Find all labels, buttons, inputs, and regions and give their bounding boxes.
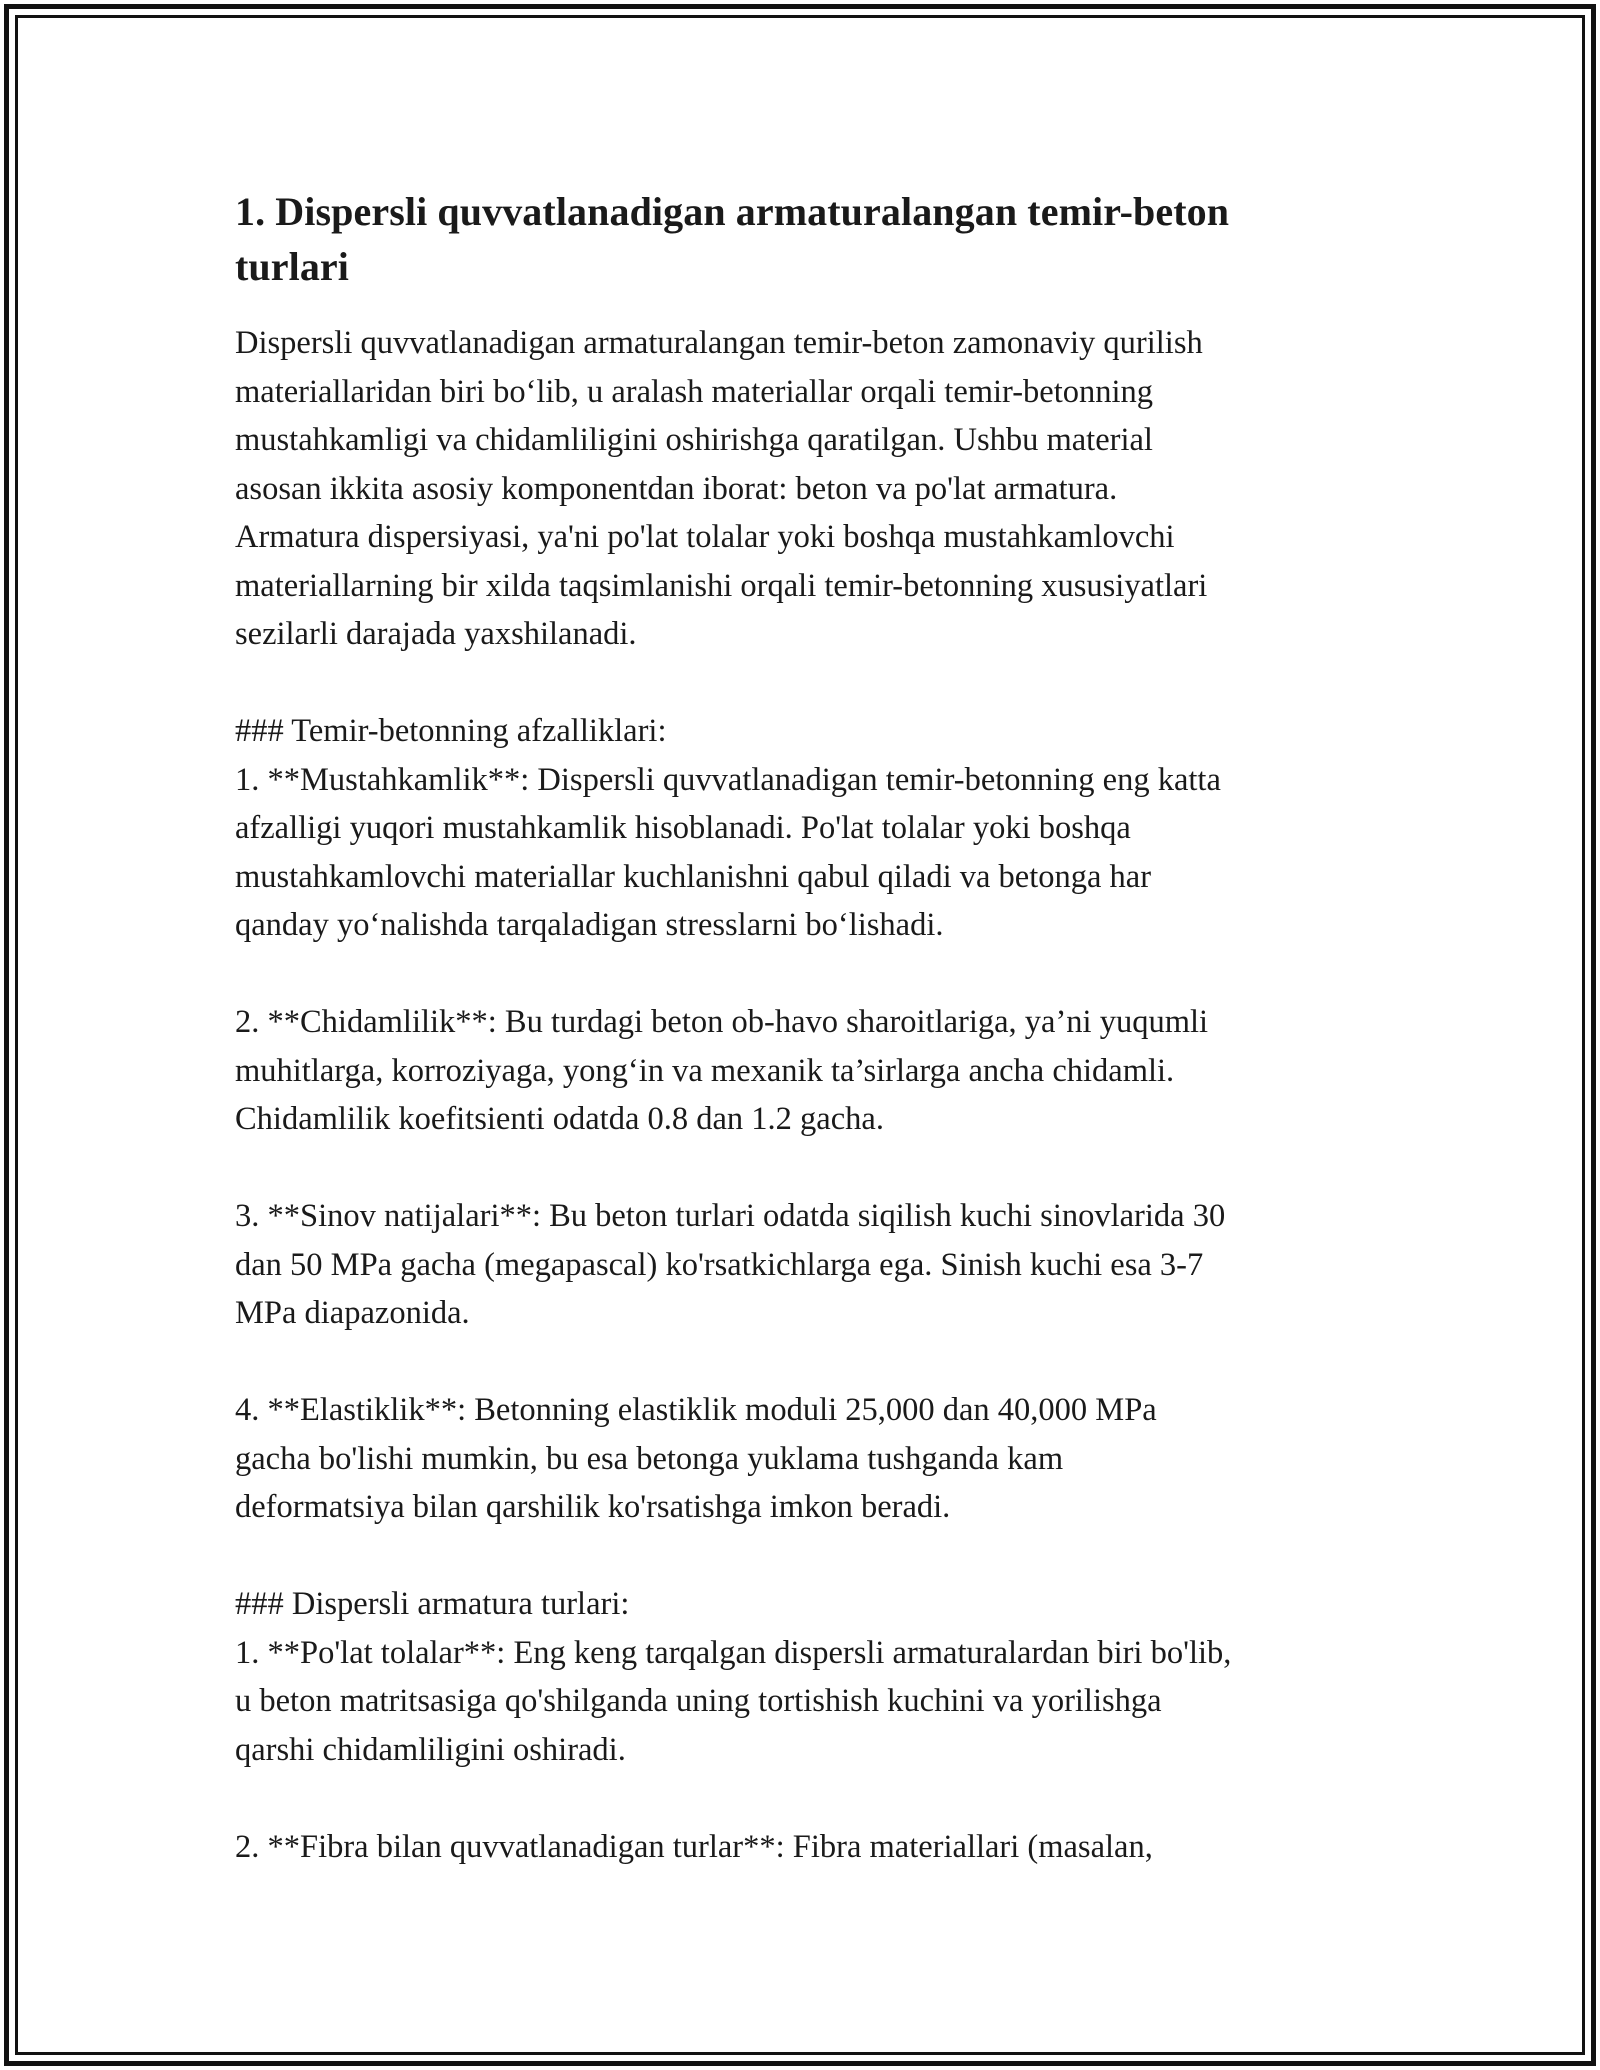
blank-line bbox=[235, 950, 1365, 999]
body-line: 1. **Mustahkamlik**: Dispersli quvvatlanadigan temir-betonning eng katta bbox=[235, 761, 1221, 798]
body-line: materiallarning bir xilda taqsimlanishi orqali temir-betonning xususiyatlari bbox=[235, 567, 1208, 604]
body-line: asosan ikkita asosiy komponentdan iborat: beton va po'lat armatura. bbox=[235, 470, 1118, 507]
body-line: muhitlarga, korroziyaga, yong‘in va mexanik ta’sirlarga ancha chidamli. bbox=[235, 1052, 1175, 1089]
body-line: ### Dispersli armatura turlari: bbox=[235, 1586, 630, 1622]
body-line: 2. **Fibra bilan quvvatlanadigan turlar**: Fibra materiallari (masalan, bbox=[235, 1828, 1153, 1865]
body-line: u beton matritsasiga qo'shilganda uning tortishish kuchini va yorilishga bbox=[235, 1683, 1162, 1719]
blank-line bbox=[235, 659, 1365, 708]
body-line: afzalligi yuqori mustahkamlik hisoblanadi. Po'lat tolalar yoki boshqa bbox=[235, 810, 1131, 846]
blank-line bbox=[235, 1774, 1365, 1823]
body-line: Armatura dispersiyasi, ya'ni po'lat tolalar yoki boshqa mustahkamlovchi bbox=[235, 519, 1175, 555]
document-title bbox=[235, 184, 1365, 294]
body-line: 3. **Sinov natijalari**: Bu beton turlari odatda siqilish kuchi sinovlarida 30 bbox=[235, 1198, 1226, 1234]
document-body bbox=[235, 319, 1365, 1871]
body-line: ### Temir-betonning afzalliklari: bbox=[235, 713, 667, 749]
body-line: Dispersli quvvatlanadigan armaturalangan temir-beton zamonaviy qurilish bbox=[235, 325, 1203, 361]
body-line: deformatsiya bilan qarshilik ko'rsatishga imkon beradi. bbox=[235, 1489, 951, 1525]
body-line: mustahkamligi va chidamliligini oshirishga qaratilgan. Ushbu material bbox=[235, 422, 1153, 458]
body-line: mustahkamlovchi materiallar kuchlanishni qabul qiladi va betonga har bbox=[235, 858, 1152, 895]
body-line: qanday yo‘nalishda tarqaladigan stresslarni bo‘lishadi. bbox=[235, 907, 944, 943]
body-line: Chidamlilik koefitsienti odatda 0.8 dan 1.2 gacha. bbox=[235, 1101, 884, 1137]
title-line: turlari bbox=[235, 244, 350, 289]
blank-line bbox=[235, 1338, 1365, 1387]
body-line: MPa diapazonida. bbox=[235, 1295, 470, 1331]
document-page bbox=[235, 184, 1365, 1871]
body-line: materiallaridan biri bo‘lib, u aralash materiallar orqali temir-betonning bbox=[235, 373, 1154, 410]
body-line: 2. **Chidamlilik**: Bu turdagi beton ob-havo sharoitlariga, ya’ni yuqumli bbox=[235, 1004, 1209, 1040]
blank-line bbox=[235, 1144, 1365, 1193]
body-line: gacha bo'lishi mumkin, bu esa betonga yuklama tushganda kam bbox=[235, 1440, 1064, 1477]
body-line: 4. **Elastiklik**: Betonning elastiklik moduli 25,000 dan 40,000 MPa bbox=[235, 1392, 1157, 1428]
body-line: sezilarli darajada yaxshilanadi. bbox=[235, 616, 637, 652]
body-line: dan 50 MPa gacha (megapascal) ko'rsatkichlarga ega. Sinish kuchi esa 3-7 bbox=[235, 1246, 1204, 1283]
title-line: 1. Dispersli quvvatlanadigan armaturalangan temir-beton bbox=[235, 189, 1230, 234]
body-line: 1. **Po'lat tolalar**: Eng keng tarqalgan dispersli armaturalardan biri bo'lib, bbox=[235, 1634, 1232, 1671]
body-line: qarshi chidamliligini oshiradi. bbox=[235, 1731, 626, 1768]
blank-line bbox=[235, 1532, 1365, 1581]
